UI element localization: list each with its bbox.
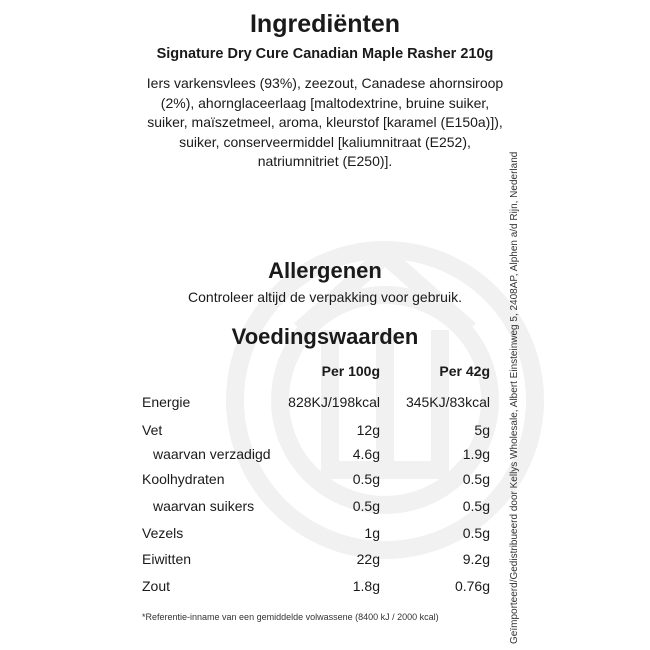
nutrition-row-protein — [0, 551, 650, 571]
value-per-100g: 828KJ/198kcal — [288, 394, 380, 410]
value-per-100g: 22g — [356, 551, 380, 567]
nutrition-row-energy — [0, 394, 650, 414]
nutrition-row-carbohydrates — [0, 471, 650, 491]
value-per-100g: 1g — [364, 525, 380, 541]
nutrition-row-saturated-fat — [0, 446, 650, 466]
row-label: Eiwitten — [142, 551, 192, 567]
value-per-42g: 5g — [474, 422, 490, 438]
value-per-100g: 0.5g — [352, 471, 380, 487]
distributor-info: Geïmporteerd/Gedistribueerd door Kellys Wholesale, Albert Einsteinweg 5, 2408AP, Alphen a/d Rijn, Nederland — [509, 151, 520, 644]
product-name: Signature Dry Cure Canadian Maple Rasher 210g — [156, 46, 494, 62]
value-per-100g: 1.8g — [352, 578, 380, 594]
row-label: Zout — [142, 578, 171, 594]
column-header-per-42g: Per 42g — [439, 363, 490, 379]
ingredients-title: Ingrediënten — [249, 10, 400, 38]
allergens-title: Allergenen — [268, 258, 382, 283]
row-label: Koolhydraten — [142, 471, 225, 487]
value-per-42g: 345KJ/83kcal — [405, 394, 490, 410]
row-label: waarvan suikers — [153, 498, 255, 514]
allergens-note: Controleer altijd de verpakking voor gebruik. — [188, 289, 462, 305]
nutrition-row-salt — [0, 578, 650, 598]
row-label: waarvan verzadigd — [153, 446, 271, 462]
value-per-100g: 0.5g — [352, 498, 380, 514]
value-per-42g: 0.5g — [462, 525, 490, 541]
nutrition-title: Voedingswaarden — [231, 324, 419, 349]
reference-intake-footnote: *Referentie-inname van een gemiddelde volwassene (8400 kJ / 2000 kcal) — [142, 612, 439, 622]
column-header-per-100g: Per 100g — [321, 363, 380, 379]
row-label: Vet — [142, 422, 163, 438]
value-per-42g: 1.9g — [462, 446, 490, 462]
value-per-42g: 0.5g — [462, 471, 490, 487]
nutrition-row-fat — [0, 422, 650, 442]
value-per-100g: 12g — [356, 422, 380, 438]
nutrition-row-fibre — [0, 525, 650, 545]
ingredients-text: Iers varkensvlees (93%), zeezout, Canadese ahornsiroop (2%), ahornglaceerlaag [maltodextrine, bruine suiker, suiker, maïszetmeel, aroma, kleurstof [karamel (E150a)]), suiker, conserveermiddel [kaliumnitraat (E252), natriumnitriet (E250)]. — [146, 75, 504, 169]
value-per-42g: 0.5g — [462, 498, 490, 514]
row-label: Energie — [142, 394, 191, 410]
value-per-42g: 9.2g — [462, 551, 490, 567]
nutrition-row-sugars — [0, 498, 650, 518]
row-label: Vezels — [142, 525, 184, 541]
value-per-100g: 4.6g — [352, 446, 380, 462]
value-per-42g: 0.76g — [454, 578, 490, 594]
